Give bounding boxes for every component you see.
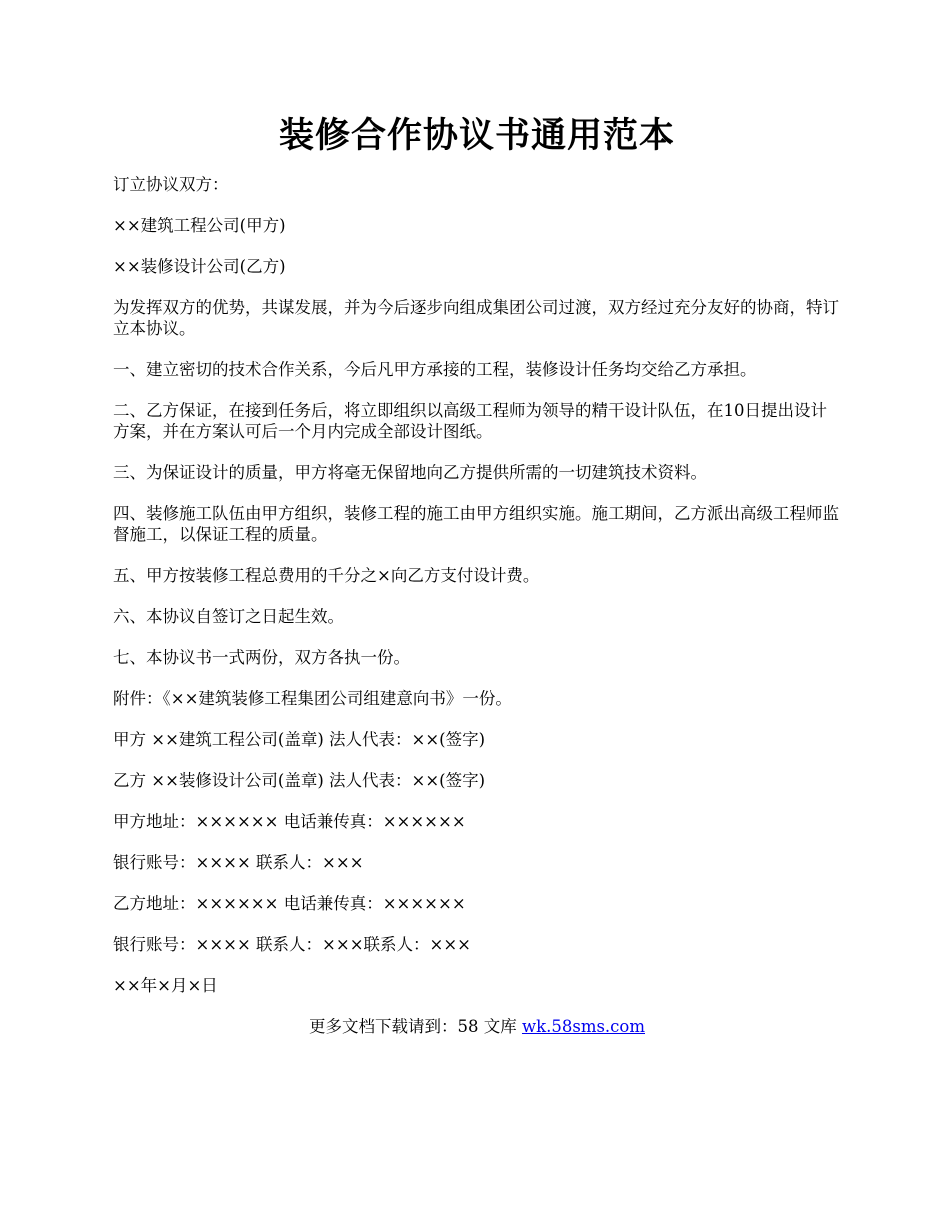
clause-6: 六、本协议自签订之日起生效。: [113, 607, 344, 626]
footer-text: 更多文档下载请到：58 文库: [308, 1017, 522, 1036]
signature-party-a: 甲方 ××建筑工程公司(盖章) 法人代表：××(签字): [113, 730, 486, 749]
document-page: [113, 112, 841, 1037]
party-a-bank: 银行账号：×××× 联系人：×××: [113, 853, 364, 872]
download-footer: [113, 1016, 841, 1037]
signature-party-b: 乙方 ××装修设计公司(盖章) 法人代表：××(签字): [113, 771, 486, 790]
date-line: ××年×月×日: [113, 976, 218, 995]
clause-4: 四、装修施工队伍由甲方组织，装修工程的施工由甲方组织实施。施工期间，乙方派出高级工程师监督施工，以保证工程的质量。: [113, 504, 839, 544]
party-a-address: 甲方地址：×××××× 电话兼传真：××××××: [113, 812, 466, 831]
clause-7: 七、本协议书一式两份，双方各执一份。: [113, 648, 410, 667]
clause-1: 一、建立密切的技术合作关系，今后凡甲方承接的工程，装修设计任务均交给乙方承担。: [113, 360, 757, 379]
party-b-address: 乙方地址：×××××× 电话兼传真：××××××: [113, 894, 466, 913]
clause-5: 五、甲方按装修工程总费用的千分之×向乙方支付设计费。: [113, 566, 540, 585]
clause-3: 三、为保证设计的质量，甲方将毫无保留地向乙方提供所需的一切建筑技术资料。: [113, 463, 707, 482]
document-title: 装修合作协议书通用范本: [278, 115, 675, 156]
party-b: ××装修设计公司(乙方): [113, 257, 286, 276]
attachment: 附件：《××建筑装修工程集团公司组建意向书》一份。: [113, 689, 512, 708]
clause-2: 二、乙方保证，在接到任务后，将立即组织以高级工程师为领导的精干设计队伍，在10日提出设计方案，并在方案认可后一个月内完成全部设计图纸。: [113, 401, 827, 441]
parties-heading: 订立协议双方：: [113, 175, 229, 194]
preamble: 为发挥双方的优势，共谋发展，并为今后逐步向组成集团公司过渡，双方经过充分友好的协商，特订立本协议。: [113, 298, 839, 338]
party-b-bank: 银行账号：×××× 联系人：×××联系人：×××: [113, 935, 471, 954]
party-a: ××建筑工程公司(甲方): [113, 216, 286, 235]
footer-link[interactable]: wk.58sms.com: [521, 1017, 645, 1036]
